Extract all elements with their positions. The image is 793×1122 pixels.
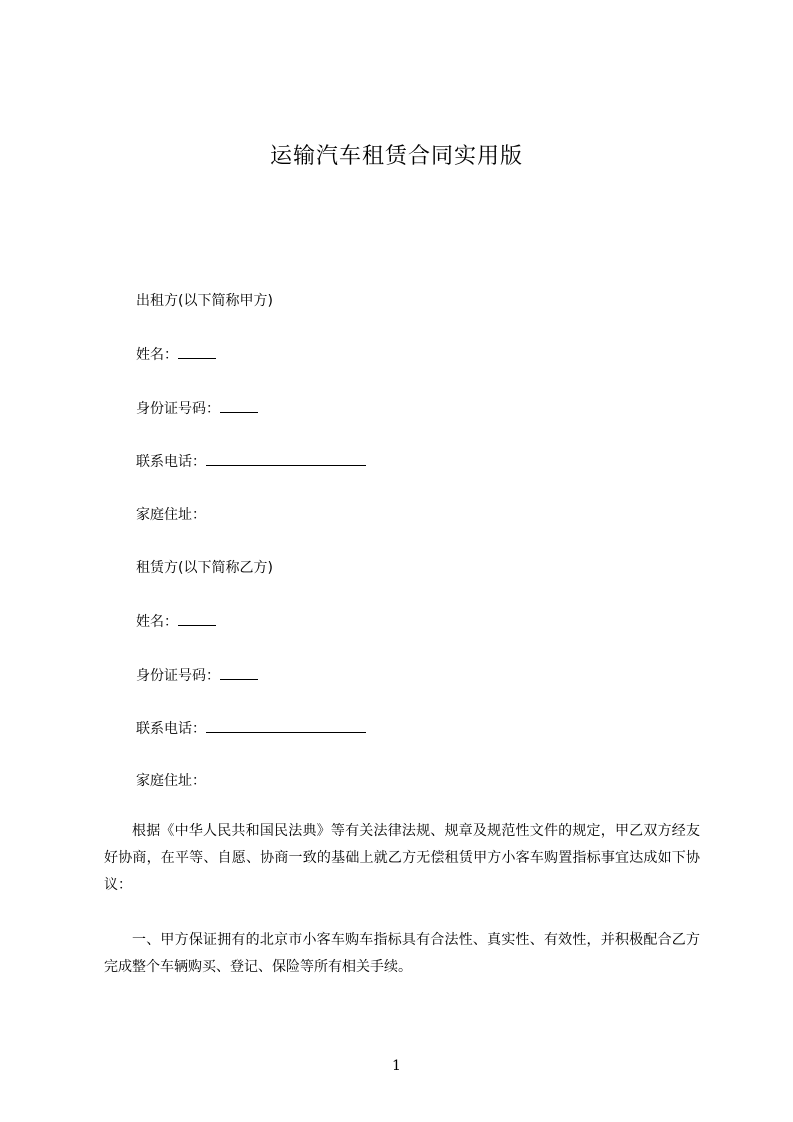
lessee-id-label: 身份证号码： (136, 668, 220, 684)
document-title: 运输汽车租赁合同实用版 (269, 144, 523, 169)
lessor-address-field (136, 505, 206, 525)
lessor-heading-text: 出租方(以下简称甲方) (136, 293, 273, 309)
lessor-name-blank[interactable] (178, 344, 216, 359)
lessee-address-label: 家庭住址： (136, 773, 206, 789)
lessor-id-label: 身份证号码： (136, 401, 220, 417)
lessor-heading (136, 291, 273, 311)
lessee-phone-field (136, 718, 366, 739)
paragraph-clause-1: 一、甲方保证拥有的北京市小客车购车指标具有合法性、真实性、有效性，并积极配合乙方完成整个车辆购买、登记、保险等所有相关手续。 (104, 932, 700, 975)
paragraph-preamble: 根据《中华人民共和国民法典》等有关法律法规、规章及规范性文件的规定，甲乙双方经友好协商，在平等、自愿、协商一致的基础上就乙方无偿租赁甲方小客车购置指标事宜达成如下协议： (104, 823, 700, 893)
lessee-heading-text: 租赁方(以下简称乙方) (136, 560, 273, 576)
page-number: 1 (392, 1058, 401, 1074)
lessee-phone-blank[interactable] (206, 718, 366, 733)
lessor-phone-blank[interactable] (206, 451, 366, 466)
lessee-name-blank[interactable] (178, 611, 216, 626)
lessee-name-field (136, 611, 216, 632)
lessor-phone-field (136, 451, 366, 472)
lessee-id-blank[interactable] (220, 665, 258, 680)
lessor-id-field (136, 398, 258, 419)
lessee-address-field (136, 771, 206, 791)
lessor-id-blank[interactable] (220, 398, 258, 413)
lessor-address-label: 家庭住址： (136, 507, 206, 523)
lessee-phone-label: 联系电话： (136, 721, 206, 737)
lessee-heading (136, 558, 273, 578)
lessee-id-field (136, 665, 258, 686)
lessor-name-label: 姓名： (136, 347, 178, 363)
lessor-phone-label: 联系电话： (136, 454, 206, 470)
lessor-name-field (136, 344, 216, 365)
lessee-name-label: 姓名： (136, 614, 178, 630)
